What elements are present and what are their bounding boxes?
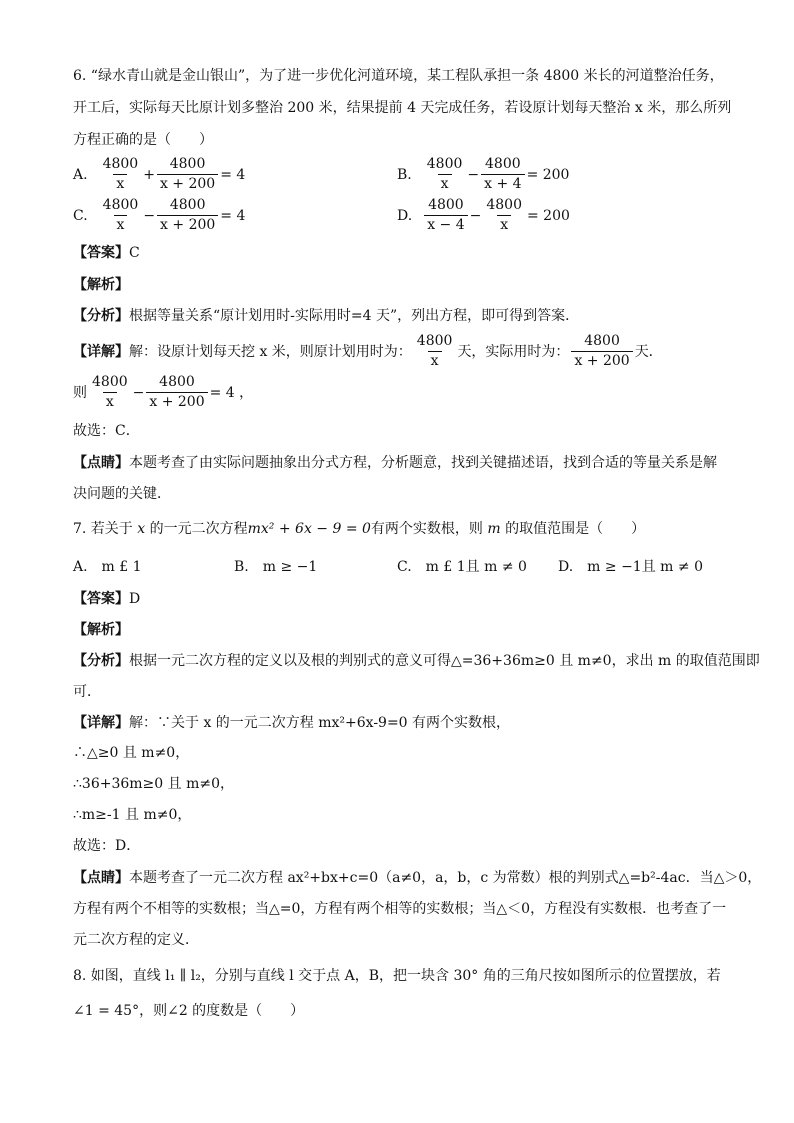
q7-guxuan: 故选：D． — [73, 838, 141, 854]
q8-stem-line1: 8. 如图，直线 l₁ ∥ l₂，分别与直线 l 交于点 A，B，把一块含 30° 角的三角尺按如图所示的位置摆放，若 — [73, 968, 721, 984]
q7-xiangjie: 【详解】解：∵关于 x 的一元二次方程 mx²+6x-9=0 有两个实数根， — [73, 715, 511, 731]
q6-option-b: B. $\frac{4800}{x}$ − $\frac{4800}{x + 4}$ = 200 — [397, 156, 570, 192]
q7-stem: 7. 若关于 x 的一元二次方程mx² + 6x − 9 = 0有两个实数根，则 m 的取值范围是（ ） — [73, 521, 646, 537]
q7-step3: ∴m≥-1 且 m≠0， — [73, 807, 192, 823]
q8-stem-line2: ∠1 = 45°，则∠2 的度数是（ ） — [73, 1003, 305, 1019]
q6-option-a: A. $\frac{4800}{x}$ + $\frac{4800}{x + 200}$ = 4 — [73, 156, 246, 192]
q6-dianjing-line1: 【点睛】本题考查了由实际问题抽象出分式方程，分析题意，找到关键描述语，找到合适的等量关系是解 — [73, 455, 717, 471]
q7-option-c: C. m £ 1且 m ≠ 0 — [397, 559, 527, 575]
q7-step2: ∴36+36m≥0 且 m≠0， — [73, 776, 234, 792]
q6-option-c: C. $\frac{4800}{x}$ − $\frac{4800}{x + 200}$ = 4 — [73, 197, 246, 233]
q7-option-a: A. m £ 1 — [73, 559, 142, 575]
q6-stem-line2: 开工后，实际每天比原计划多整治 200 米，结果提前 4 天完成任务，若设原计划每天整治 x 米，那么所列 — [73, 100, 732, 116]
q7-option-d: D. m ≥ −1且 m ≠ 0 — [558, 559, 703, 575]
q7-dianjing-line2: 方程有两个不相等的实数根；当△=0，方程有两个相等的实数根；当△＜0，方程没有实数根．也考查了一 — [73, 901, 727, 917]
q6-dianjing-line2: 决问题的关键． — [73, 486, 171, 502]
q6-equation: 则 $\frac{4800}{x}$ − $\frac{4800}{x + 200}$ = 4 ， — [73, 374, 254, 410]
q6-answer: 【答案】C — [73, 245, 140, 261]
q7-analysis-heading: 【解析】 — [73, 622, 129, 638]
q7-fenxi-line2: 可． — [73, 684, 101, 700]
q7-step1: ∴△≥0 且 m≠0， — [73, 745, 190, 761]
q7-answer: 【答案】D — [73, 591, 141, 607]
q6-guxuan: 故选：C． — [73, 423, 140, 439]
q7-option-b: B. m ≥ −1 — [234, 559, 318, 575]
q6-stem-line3: 方程正确的是（ ） — [73, 132, 213, 148]
q6-xiangjie: 【详解】 解：设原计划每天挖 x 米，则原计划用时为： $\frac{4800}{x}$ 天，实际用时为： $\frac{4800}{x + 200}$ 天． — [73, 333, 663, 369]
q6-option-d: D. $\frac{4800}{x - 4}$ − $\frac{4800}{x}$ = 200 — [397, 197, 570, 233]
q6-analysis-heading: 【解析】 — [73, 277, 129, 293]
q7-dianjing-line1: 【点睛】本题考查了一元二次方程 ax²+bx+c=0（a≠0，a，b，c 为常数）根的判别式△=b²-4ac．当△＞0， — [73, 870, 762, 886]
q7-dianjing-line3: 元二次方程的定义． — [73, 932, 199, 948]
q6-stem-line1: 6. “绿水青山就是金山银山”，为了进一步优化河道环境，某工程队承担一条 4800 米长的河道整治任务， — [73, 68, 724, 84]
q6-fenxi: 【分析】根据等量关系“原计划用时-实际用时=4 天”，列出方程，即可得到答案． — [73, 308, 580, 324]
q7-fenxi-line1: 【分析】根据一元二次方程的定义以及根的判别式的意义可得△=36+36m≥0 且 m≠0，求出 m 的取值范围即 — [73, 653, 760, 669]
